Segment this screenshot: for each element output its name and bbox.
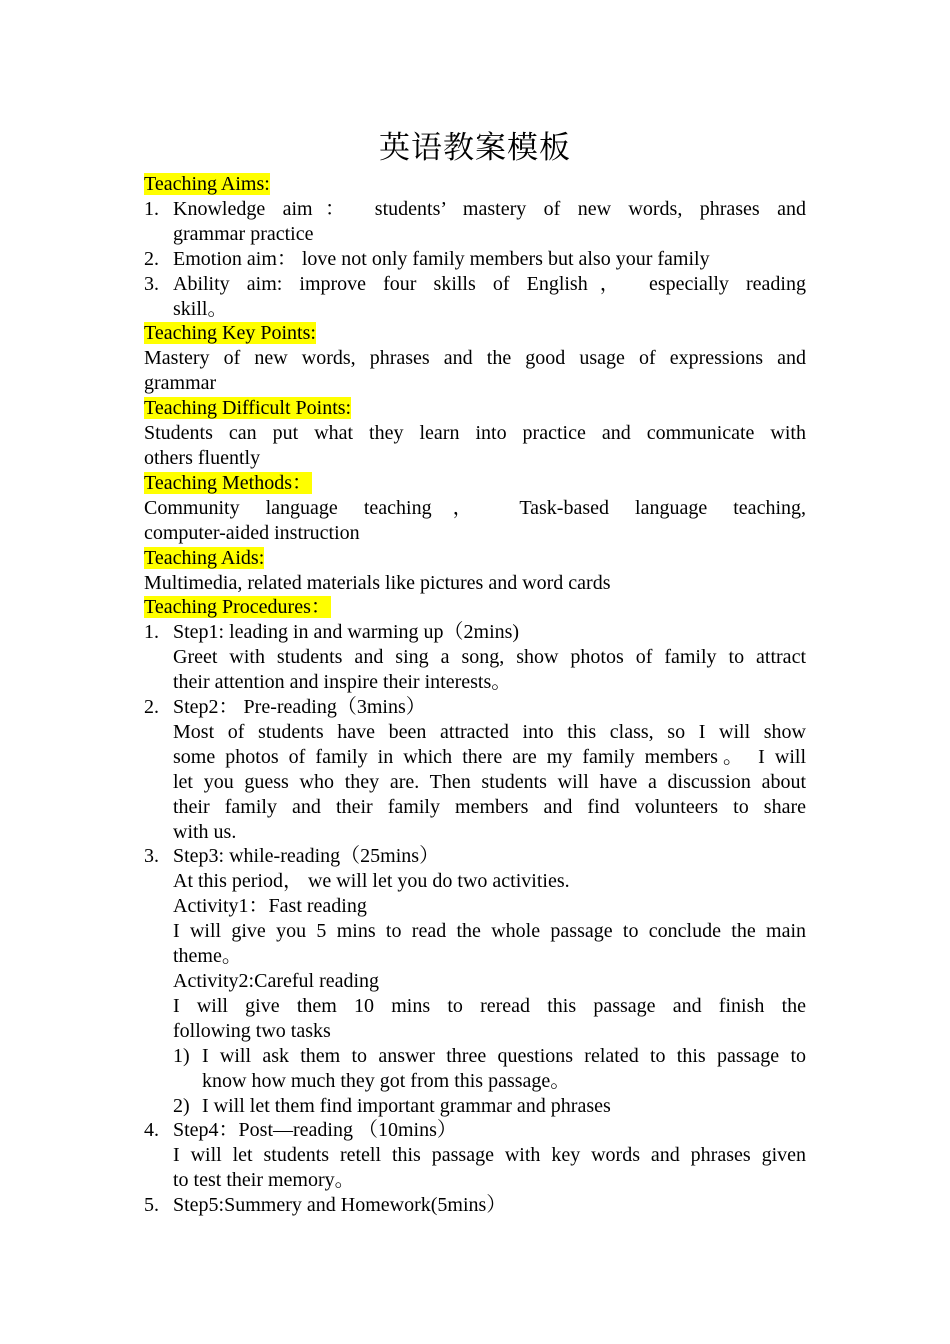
step-text: their family and their family members and find volunteers to share	[173, 795, 806, 818]
aim-number: 2.	[144, 247, 159, 270]
section-methods	[144, 471, 806, 546]
methods-text: computer-aided instruction	[144, 521, 360, 544]
section-teaching-aims	[144, 172, 806, 321]
step-number: 5.	[144, 1194, 159, 1217]
section-procedures	[144, 595, 806, 1218]
section-key-points	[144, 321, 806, 396]
step-text: Most of students have been attracted into this class, so I will show	[173, 720, 806, 743]
aids-heading: Teaching Aids:	[144, 546, 265, 569]
procedures-heading: Teaching Procedures：	[144, 596, 331, 619]
step-text: At this period， we will let you do two activities.	[173, 870, 570, 893]
step-title: Step5:Summery and Homework(5mins）	[173, 1194, 507, 1217]
step-number: 1.	[144, 621, 159, 644]
step-text: theme。	[173, 945, 242, 968]
difficult-points-heading: Teaching Difficult Points:	[144, 397, 352, 420]
aim-text: Knowledge aim： students’ mastery of new words, phrases and	[173, 197, 806, 220]
aim-text: grammar practice	[173, 222, 314, 245]
step-title: Step1: leading in and warming up（2mins)	[173, 621, 520, 644]
step-text: I will give you 5 mins to read the whole passage to conclude the main	[173, 920, 806, 943]
step-text: their attention and inspire their interests。	[173, 671, 512, 694]
page-title: 英语教案模板	[379, 130, 571, 166]
step-title: Step3: while-reading（25mins）	[173, 845, 440, 868]
aim-text: Emotion aim： love not only family members but also your family	[173, 247, 710, 270]
step-text: Greet with students and sing a song, show photos of family to attract	[173, 646, 806, 669]
task-item-2	[173, 1094, 806, 1119]
step-text: with us.	[173, 820, 237, 843]
key-points-text: grammar	[144, 372, 217, 395]
procedure-step-4	[144, 1118, 806, 1193]
step-text: some photos of family in which there are my family members。 I will	[173, 745, 806, 768]
aim-number: 3.	[144, 272, 159, 295]
step-title: Step2： Pre-reading（3mins）	[173, 696, 426, 719]
task-text: I will let them find important grammar and phrases	[202, 1094, 611, 1117]
step-number: 2.	[144, 696, 159, 719]
difficult-points-text: Students can put what they learn into practice and communicate with	[144, 422, 806, 445]
aim-text: skill。	[173, 297, 228, 320]
aim-number: 1.	[144, 197, 159, 220]
aim-item-1	[144, 197, 806, 247]
task-number: 1)	[173, 1044, 190, 1067]
task-number: 2)	[173, 1094, 190, 1117]
procedure-step-5	[144, 1193, 806, 1218]
procedure-step-2	[144, 695, 806, 844]
procedure-step-3	[144, 844, 806, 1118]
aim-item-3	[144, 272, 806, 322]
aim-item-2	[144, 247, 806, 272]
step-text: to test their memory。	[173, 1169, 355, 1192]
step-number: 4.	[144, 1119, 159, 1142]
aim-text: Ability aim: improve four skills of English， especially reading	[173, 272, 806, 295]
key-points-heading: Teaching Key Points:	[144, 322, 316, 345]
aims-heading: Teaching Aims:	[144, 173, 270, 195]
aids-text: Multimedia, related materials like pictures and word cards	[144, 571, 611, 594]
step-number: 3.	[144, 845, 159, 868]
procedure-step-1	[144, 620, 806, 695]
step-text: I will let students retell this passage with key words and phrases given	[173, 1144, 806, 1167]
step-title: Step4：Post—reading （10mins）	[173, 1119, 457, 1142]
lesson-plan-page	[144, 128, 806, 1218]
step-text: following two tasks	[173, 1019, 331, 1042]
task-text: I will ask them to answer three questions related to this passage to	[202, 1044, 806, 1067]
difficult-points-text: others fluently	[144, 446, 261, 469]
key-points-text: Mastery of new words, phrases and the good usage of expressions and	[144, 347, 806, 370]
activity-title: Activity1：Fast reading	[173, 895, 367, 918]
section-difficult-points	[144, 396, 806, 471]
task-text: know how much they got from this passage。	[202, 1069, 571, 1092]
task-item-1	[173, 1044, 806, 1094]
methods-text: Community language teaching， Task-based language teaching,	[144, 496, 806, 519]
step-text: I will give them 10 mins to reread this passage and finish the	[173, 994, 806, 1017]
methods-heading: Teaching Methods：	[144, 471, 313, 494]
section-aids	[144, 546, 806, 596]
activity-title: Activity2:Careful reading	[173, 970, 380, 992]
step-text: let you guess who they are. Then students will have a discussion about	[173, 770, 806, 793]
